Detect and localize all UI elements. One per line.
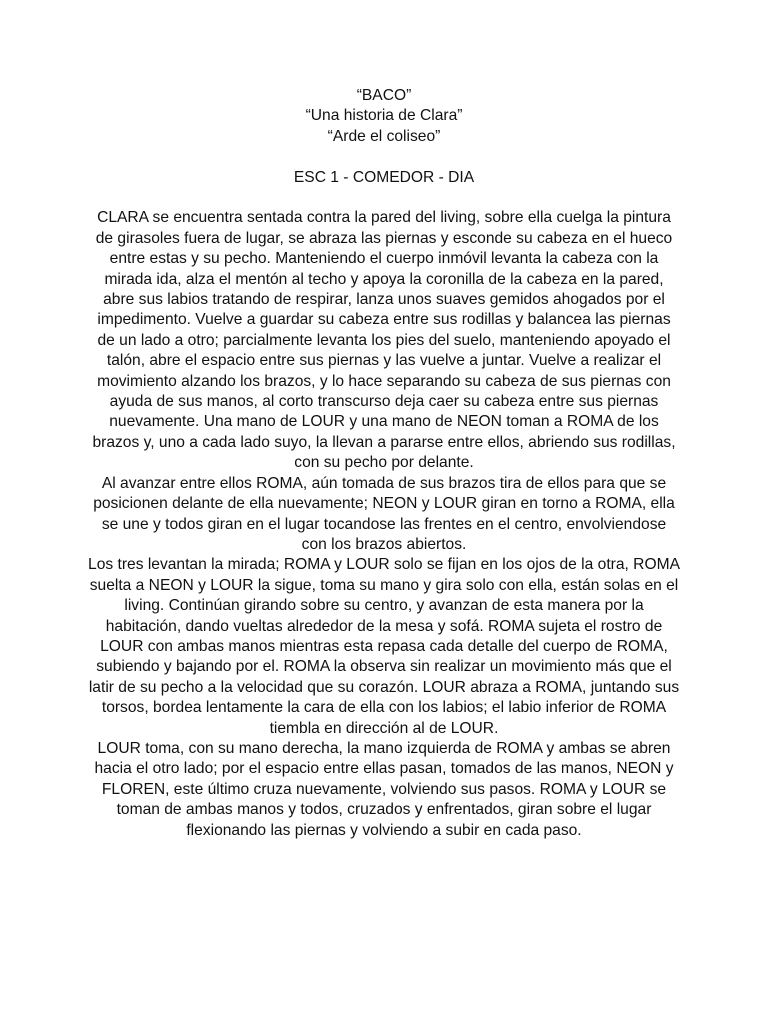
title-line-1: “BACO” xyxy=(356,87,412,104)
scene-heading: ESC 1 - COMEDOR - DIA xyxy=(293,168,475,186)
scene-description xyxy=(88,208,680,841)
paragraph-1: CLARA se encuentra sentada contra la pared del living, sobre ella cuelga la pintura de girasoles fuera de lugar, se abraza las piernas y esconde su cabeza en el hueco entre estas y su pecho. Manteniendo el cuerpo inmóvil levanta la cabeza con la mirada ida, alza el mentón al techo y apoya la coronilla de la cabeza en la pared, abre sus labios tratando de respirar, lanza unos suaves gemidos ahogados por el impedimento. Vuelve a guardar su cabeza entre sus rodillas y balancea las piernas de un lado a otro; parcialmente levanta los pies del suelo, manteniendo apoyado el talón, abre el espacio entre sus piernas y las vuelve a juntar. Vuelve a realizar el movimiento alzando los brazos, y lo hace separando su cabeza de sus piernas con ayuda de sus manos, al corto transcurso deja caer su cabeza entre sus piernas nuevamente. Una mano de LOUR y una mano de NEON toman a ROMA de los brazos y, uno a cada lado suyo, la llevan a pararse entre ellos, abriendo sus rodillas, con su pecho por delante. xyxy=(92,209,676,472)
paragraph-2: Al avanzar entre ellos ROMA, aún tomada de sus brazos tira de ellos para que se posicionen delante de ella nuevamente; NEON y LOUR giran en torno a ROMA, ella se une y todos giran en el lugar tocandose las frentes en el centro, envolviendose con los brazos abiertos. xyxy=(93,474,675,553)
paragraph-3: Los tres levantan la mirada; ROMA y LOUR solo se fijan en los ojos de la otra, ROMA suelta a NEON y LOUR la sigue, toma su mano y gira solo con ella, están solas en el living. Continúan girando sobre su centro, y avanzan de esta manera por la habitación, dando vueltas alrededor de la mesa y sofá. ROMA sujeta el rostro de LOUR con ambas manos mientras esta repasa cada detalle del cuerpo de ROMA, subiendo y bajando por el. ROMA la observa sin realizar un movimiento más que el latir de su pecho a la velocidad que su corazón. LOUR abraza a ROMA, juntando sus torsos, bordea lentamente la cara de ella con los labios; el labio inferior de ROMA tiembla en dirección al de LOUR. xyxy=(88,556,680,737)
title-line-3: “Arde el coliseo” xyxy=(327,127,441,145)
script-document xyxy=(88,86,680,841)
title-block xyxy=(88,86,680,147)
title-line-2: “Una historia de Clara” xyxy=(305,107,463,125)
paragraph-4: LOUR toma, con su mano derecha, la mano izquierda de ROMA y ambas se abren hacia el otro lado; por el espacio entre ellas pasan, tomados de las manos, NEON y FLOREN, este último cruza nuevamente, volviendo sus pasos. ROMA y LOUR se toman de ambas manos y todos, cruzados y enfrentados, giran sobre el lugar flexionando las piernas y volviendo a subir en cada paso. xyxy=(94,739,674,839)
